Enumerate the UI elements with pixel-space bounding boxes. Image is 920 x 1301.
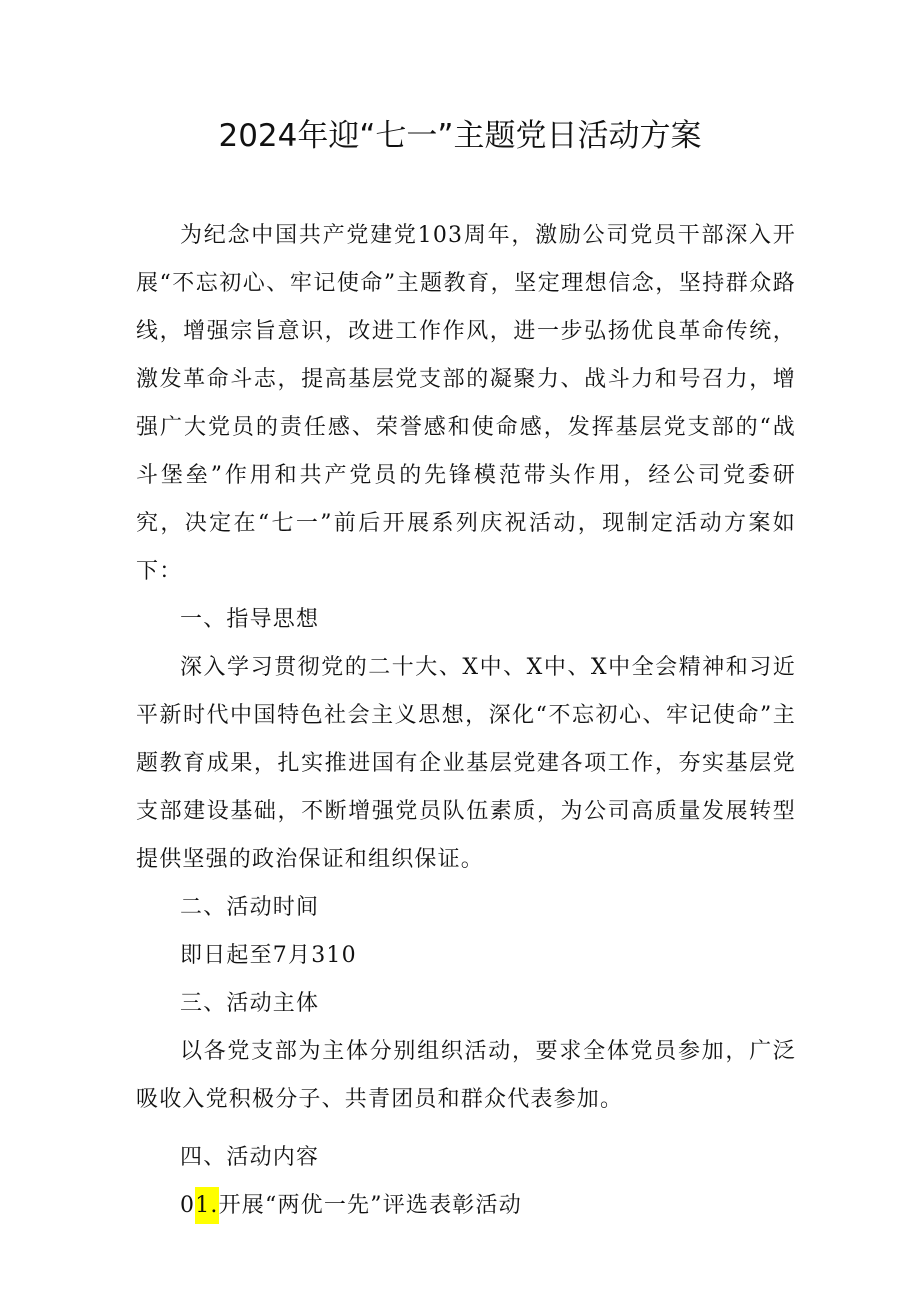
item-number-prefix: 0 <box>180 1193 196 1218</box>
activity-time-paragraph: 即日起至7月310 <box>180 943 357 968</box>
document-title: 2024年迎“七一”主题党日活动方案 <box>218 118 702 154</box>
activity-content-item-1 <box>136 1182 796 1230</box>
item-text: 开展“两优一先”评选表彰活动 <box>218 1193 522 1218</box>
section-heading-activity-content: 四、活动内容 <box>180 1145 320 1170</box>
section-heading-activity-time: 二、活动时间 <box>180 895 320 920</box>
intro-paragraph: 为纪念中国共产党建党103周年，激励公司党员干部深入开展“不忘初心、牢记使命”主题教育，坚定理想信念，坚持群众路线，增强宗旨意识，改进工作作风，进一步弘扬优良革命传统，激发革命斗志，提高基层党支部的凝聚力、战斗力和号召力，增强广大党员的责任感、荣誉感和使命感，发挥基层党支部的“战斗堡垒”作用和共产党员的先锋模范带头作用，经公司党委研究，决定在“七一”前后开展系列庆祝活动，现制定活动方案如下： <box>136 223 796 584</box>
activity-subject-paragraph: 以各党支部为主体分别组织活动，要求全体党员参加，广泛吸收入党积极分子、共青团员和群众代表参加。 <box>136 1039 796 1112</box>
section-heading-activity-subject: 三、活动主体 <box>180 991 320 1016</box>
document-body <box>136 212 796 1230</box>
item-number-highlight: 1. <box>195 1187 218 1224</box>
section-heading-guiding-ideology: 一、指导思想 <box>180 607 320 632</box>
guiding-ideology-paragraph: 深入学习贯彻党的二十大、X中、X中、X中全会精神和习近平新时代中国特色社会主义思想，深化“不忘初心、牢记使命”主题教育成果，扎实推进国有企业基层党建各项工作，夯实基层党支部建设基础，不断增强党员队伍素质，为公司高质量发展转型提供坚强的政治保证和组织保证。 <box>136 655 796 872</box>
spacer <box>136 1124 796 1134</box>
